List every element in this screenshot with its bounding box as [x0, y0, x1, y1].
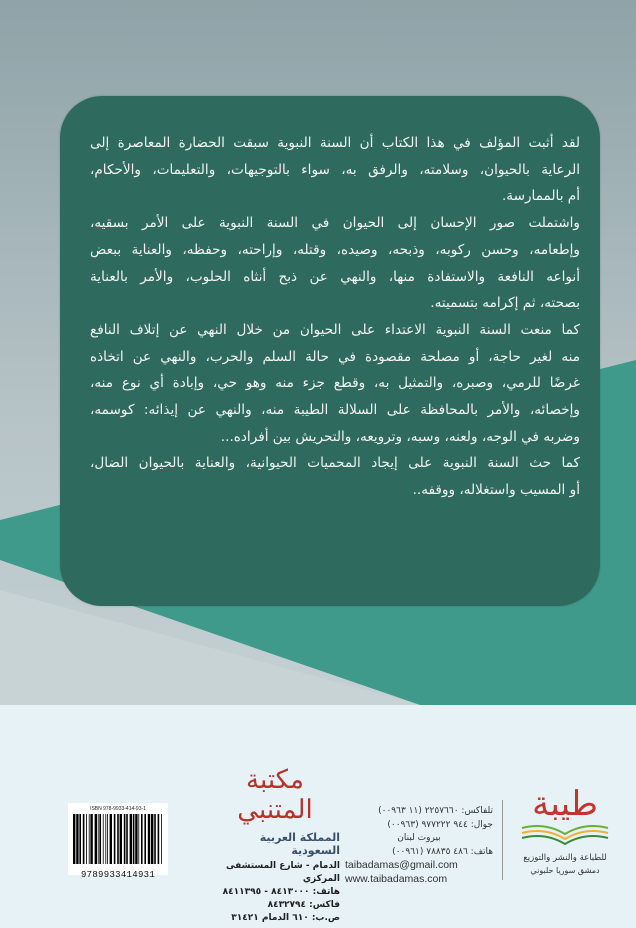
- library-country: المملكة العربية السعودية: [259, 831, 340, 857]
- barcode-bar: [98, 814, 99, 864]
- blurb-text: [90, 130, 580, 504]
- barcode-bar: [107, 814, 108, 864]
- blurb-line: أنواعه النافعة والاستفادة منها، والنهي عن ذبح أنثاه الحلوب، والأمر بالعناية: [90, 268, 580, 285]
- blurb-line: بصحته، ثم إكرامه بتسميته.: [430, 295, 580, 312]
- library-fax: فاكس: ٨٤٣٢٧٩٤: [267, 900, 340, 910]
- barcode-bar: [135, 814, 137, 864]
- barcode-bar: [89, 814, 90, 864]
- blurb-line: منه لغير حاجة، أو مصلحة مقصودة في حالة السلم والحرب، والنهي عن اتخاذه: [90, 348, 580, 365]
- blurb-line: أم بالممارسة.: [501, 188, 580, 205]
- barcode-bar: [161, 814, 162, 864]
- barcode-bar: [90, 814, 92, 864]
- blurb-line: كما حث السنة النبوية على إيجاد المحميات الحيوانية، والعناية بالحيوان الضال،: [90, 455, 580, 472]
- library-info: [210, 765, 340, 925]
- blurb-line: غرضًا للرمي، وصبره، والتمثيل به، وقطع جزء منه وهو حي، وإبادة أي نوع منه،: [90, 375, 580, 392]
- blurb-line: وإطعامه، وحسن ركوبه، وذبحه، وصيده، وقتله، وإراحته، وحفظه، والعناية ببعض: [90, 241, 580, 258]
- barcode-bar: [83, 814, 85, 864]
- email-link[interactable]: taibadamas@gmail.com: [345, 859, 458, 871]
- barcode-bar: [133, 814, 135, 864]
- barcode-bar: [99, 814, 101, 864]
- telefax: تلفاكس: ٢٢٥٧٦٦٠ (١١ ٠٠٩٦٣): [378, 806, 493, 816]
- blurb-line: الرعاية بالحيوان، وسلامته، والرفق به، سواء بالتوجيهات، والتعليمات، والأحكام،: [90, 161, 580, 178]
- blurb-line: وضربه في الوجه، ولعنه، وسبه، وترويعه، والتحريش بين أفراده...: [220, 428, 580, 445]
- library-address: الدمام - شارع المستشفى المركزي: [226, 861, 340, 884]
- barcode-bar: [124, 814, 126, 864]
- barcode-bar: [151, 814, 153, 864]
- publisher-logo-text: طيبة: [532, 784, 598, 824]
- blurb-line: أو المسيب واستغلاله، ووقفه..: [412, 482, 580, 499]
- barcode-bar: [120, 814, 122, 864]
- barcode-bar: [117, 814, 119, 864]
- blurb-line: واشتملت صور الإحسان إلى الحيوان في السنة النبوية على الأمر بسقيه،: [90, 215, 580, 232]
- barcode-bar: [126, 814, 128, 864]
- barcode-bar: [148, 814, 150, 864]
- barcode-bar: [130, 814, 132, 864]
- website-link[interactable]: www.taibadamas.com: [345, 872, 448, 885]
- library-logo: مكتبة المتنبي: [237, 765, 313, 825]
- publisher-tagline: للطباعة والنشر والتوزيع: [523, 853, 607, 863]
- beirut-label: بيروت لبنان: [397, 833, 441, 843]
- barcode-bar: [141, 814, 143, 864]
- mobile: جوال: ٩٤٤ ٩٧٧٢٢٢ (٠٠٩٦٣): [387, 819, 493, 830]
- open-book-icon: [522, 826, 608, 844]
- barcode-bar: [110, 814, 112, 864]
- barcode-bar: [144, 814, 146, 864]
- barcode-bar: [103, 814, 104, 864]
- barcode-bar: [86, 814, 87, 864]
- library-po-box: ص.ب: ٦١٠ الدمام ٣١٤٢١: [231, 913, 340, 923]
- publisher-location: دمشق سوريا حلبوني: [530, 866, 600, 875]
- isbn-barcode: [68, 803, 168, 880]
- publisher-contact: [345, 805, 493, 886]
- barcode-bar: [76, 814, 78, 864]
- barcode-bar: [95, 814, 97, 864]
- barcode-bar: [114, 814, 116, 864]
- blurb-line: كما منعت السنة النبوية الاعتداء على الحيوان من خلال النهي عن إتلاف النافع: [90, 321, 580, 338]
- isbn-text: ISBN 978-9933-414-93-1: [90, 806, 146, 812]
- barcode-digits: 9789933414931: [80, 870, 156, 880]
- blurb-line: لقد أثبت المؤلف في هذا الكتاب أن السنة النبوية سبقت الحضارة المعاصرة إلى: [90, 135, 580, 151]
- barcode-bar: [138, 814, 139, 864]
- barcode-bars: [73, 814, 163, 864]
- blurb-line: وإخصائه، والأمر بالمحافظة على السلالة الطيبة منه، والنهي عن إيذائه: كوسمه،: [90, 402, 580, 419]
- barcode-bar: [73, 814, 75, 864]
- library-phone: هاتف: ٨٤١٣٠٠٠ - ٨٤١١٣٩٥: [222, 887, 340, 897]
- barcode-bar: [79, 814, 81, 864]
- barcode-bar: [154, 814, 156, 864]
- divider: [502, 800, 503, 880]
- publisher-logo: [510, 760, 620, 890]
- barcode-bar: [158, 814, 160, 864]
- barcode-bar: [105, 814, 106, 864]
- phone: هاتف: ٤٨٦ ٧٨٨٣٥ (٠٠٩٦١): [392, 846, 493, 857]
